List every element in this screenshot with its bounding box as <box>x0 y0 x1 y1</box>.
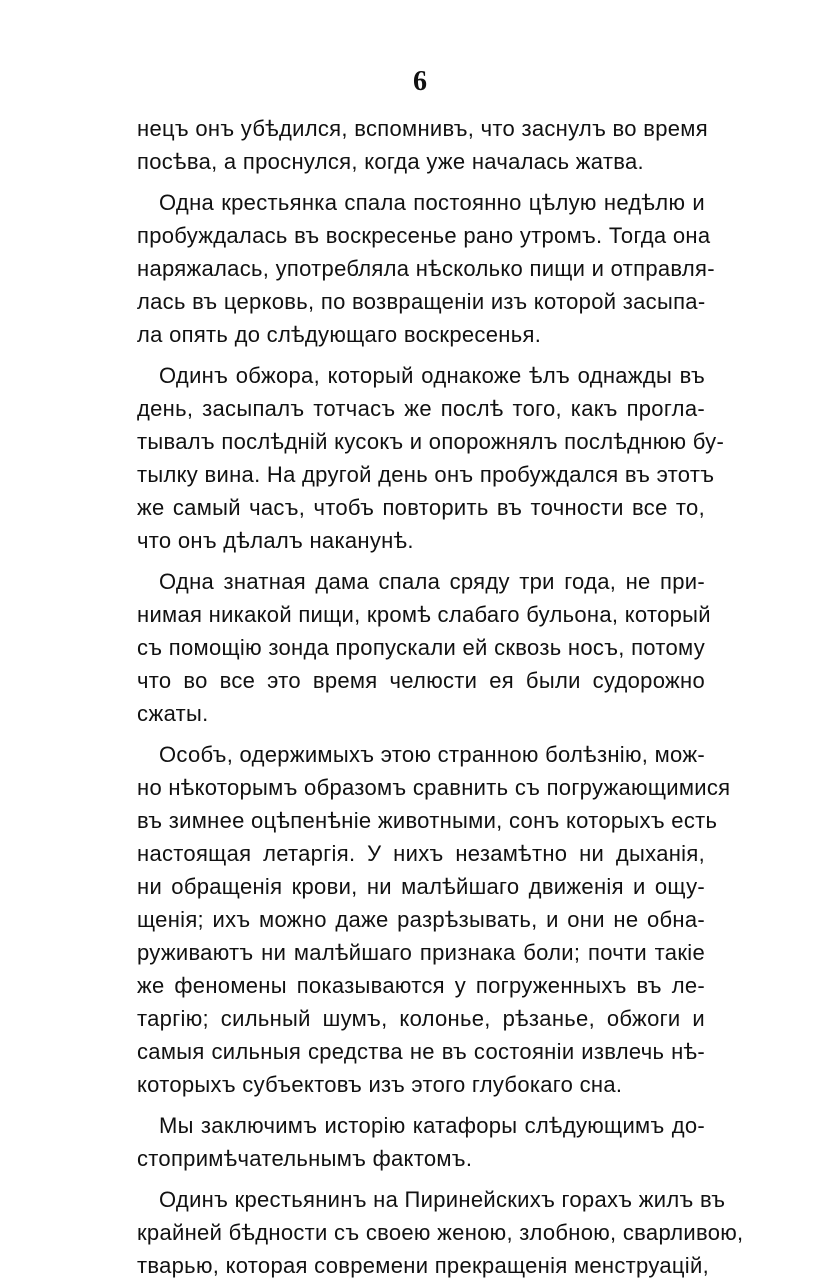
text-line: день, засыпалъ тотчасъ же послѣ того, какъ прогла- <box>137 396 705 421</box>
text-line: же самый часъ, чтобъ повторить въ точности все то, <box>137 495 705 520</box>
text-line: наряжалась, употребляла нѣсколько пищи и отправля- <box>137 256 715 281</box>
text-line: Одинъ обжора, который однакоже ѣлъ однажды въ <box>159 363 705 388</box>
paragraph <box>137 112 708 178</box>
text-line: Одна крестьянка спала постоянно цѣлую недѣлю и <box>159 190 705 215</box>
body-text <box>137 112 744 1282</box>
text-line: въ зимнее оцѣпенѣніе животными, сонъ которыхъ есть <box>137 808 718 833</box>
text-line: сжаты. <box>137 701 209 726</box>
text-line: щенія; ихъ можно даже разрѣзывать, и они не обна- <box>137 907 705 932</box>
text-line: что онъ дѣлалъ наканунѣ. <box>137 528 414 553</box>
paragraph <box>137 359 725 557</box>
text-line: которыхъ субъектовъ изъ этого глубокаго сна. <box>137 1072 623 1097</box>
paragraph <box>137 1109 705 1175</box>
text-line: таргію; сильный шумъ, колонье, рѣзанье, обжоги и <box>137 1006 705 1031</box>
text-line: руживаютъ ни малѣйшаго признака боли; почти такіе <box>137 940 705 965</box>
paragraph <box>137 565 711 730</box>
text-line: посѣва, а проснулся, когда уже началась жатва. <box>137 149 644 174</box>
text-line: крайней бѣдности съ своею женою, злобною, сварливою, <box>137 1220 744 1245</box>
text-line: Одна знатная дама спала сряду три года, не при- <box>159 569 705 594</box>
text-line: нимая никакой пищи, кромѣ слабаго бульона, который <box>137 602 711 627</box>
text-line: ни обращенія крови, ни малѣйшаго движенія и ощу- <box>137 874 705 899</box>
text-line: Одинъ крестьянинъ на Пиринейскихъ горахъ жилъ въ <box>159 1187 726 1212</box>
text-line: настоящая летаргія. У нихъ незамѣтно ни дыханія, <box>137 841 705 866</box>
text-line: лась въ церковь, по возвращеніи изъ которой засыпа- <box>137 289 706 314</box>
page-number: 6 <box>413 66 427 97</box>
text-line: же феномены показываются у погруженныхъ въ ле- <box>137 973 705 998</box>
text-line: тылку вина. На другой день онъ пробуждался въ этотъ <box>137 462 715 487</box>
text-line: тварью, которая современи прекращенія менструацій, <box>137 1253 709 1278</box>
text-line: Мы заключимъ исторію катафоры слѣдующимъ до- <box>159 1113 705 1138</box>
text-line: самыя сильныя средства не въ состояніи извлечь нѣ- <box>137 1039 705 1064</box>
text-line: ла опять до слѣдующаго воскресенья. <box>137 322 542 347</box>
text-line: Особъ, одержимыхъ этою странною болѣзнію, мож- <box>159 742 705 767</box>
text-line: нецъ онъ убѣдился, вспомнивъ, что заснулъ во время <box>137 116 708 141</box>
paragraph <box>137 186 715 351</box>
text-line: пробуждалась въ воскресенье рано утромъ. Тогда она <box>137 223 711 248</box>
text-line: стопримѣчательнымъ фактомъ. <box>137 1146 473 1171</box>
text-line: но нѣкоторымъ образомъ сравнить съ погружающимися <box>137 775 731 800</box>
text-line: съ помощію зонда пропускали ей сквозь носъ, потому <box>137 635 705 660</box>
text-line: что во все это время челюсти ея были судорожно <box>137 668 705 693</box>
paragraph <box>137 1183 744 1282</box>
text-line: тывалъ послѣдній кусокъ и опорожнялъ послѣднюю бу- <box>137 429 725 454</box>
paragraph <box>137 738 731 1101</box>
